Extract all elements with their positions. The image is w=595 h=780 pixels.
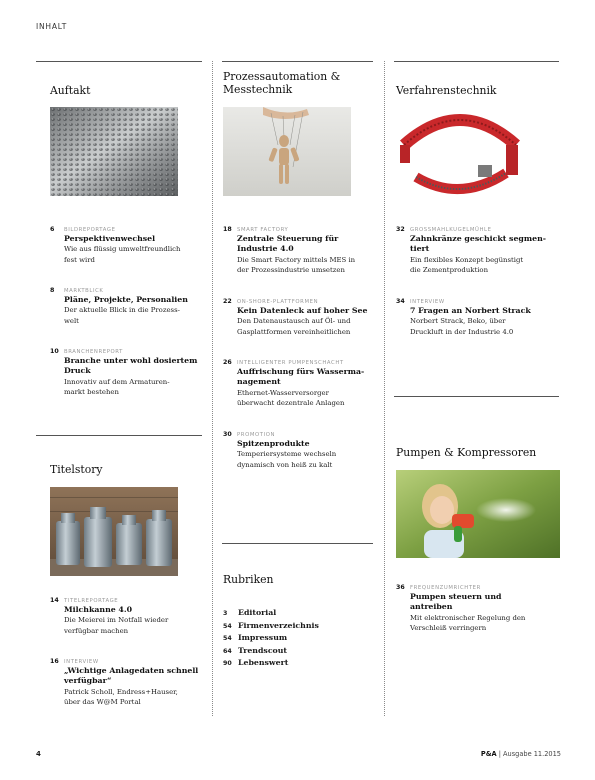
entry-description: Temperiersysteme wechseln dynamisch von heiß zu kalt [237, 450, 337, 469]
entry-kicker: INTERVIEW [64, 659, 99, 665]
entry-page-number: 16 [50, 658, 59, 665]
entry-title: Kein Datenleck auf hoher See [237, 306, 368, 315]
column-divider-left [212, 61, 213, 716]
rubrik-page: 90 [223, 660, 232, 667]
rubrik-page: 3 [223, 610, 228, 617]
entry-page-number: 14 [50, 597, 59, 604]
entry-kicker: ON-SHORE-PLATTFORMEN [237, 299, 319, 305]
entry-title: Pumpen steuern und antreiben [410, 592, 502, 612]
section-rule-rubriken [222, 543, 373, 544]
section-rule-pumpen [394, 396, 559, 397]
verfahren-image [396, 107, 524, 196]
milk-cans-icon [50, 487, 178, 576]
entry-description: Der aktuelle Blick in die Prozess- welt [64, 306, 180, 325]
column-divider-right [384, 61, 385, 716]
rubrik-editorial[interactable] [223, 608, 319, 621]
entry-title: Milchkanne 4.0 [64, 605, 133, 614]
entry-description: Ethernet-Wasserversorger überwacht dezentrale Anlagen [237, 388, 345, 408]
footer-issue-text: Ausgabe 11.2015 [503, 750, 561, 758]
entry-title: Pläne, Projekte, Personalien [64, 295, 188, 304]
toc-entry-wassermanagement[interactable] [223, 359, 373, 409]
section-title-rubriken: Rubriken [223, 573, 274, 586]
entry-page-number: 36 [396, 584, 405, 591]
entry-title: Perspektivenwechsel [64, 234, 156, 243]
entry-page-number: 22 [223, 298, 232, 305]
entry-kicker: BILDREPORTAGE [64, 227, 116, 233]
entry-description: Innovativ auf dem Armaturen- markt bestehen [64, 377, 170, 397]
entry-description: Patrick Scholl, Endress+Hauser, über das W@M Portal [64, 687, 178, 707]
titelstory-image [50, 487, 178, 576]
toc-entry-branche-unter-druck[interactable] [50, 348, 200, 398]
entry-title: Auffrischung fürs Wasserma- nagement [237, 367, 365, 387]
top-rule-col2 [222, 61, 373, 62]
entry-title: Branche unter wohl dosiertem Druck [64, 356, 198, 376]
entry-description: Wie aus flüssig umweltfreundlich fest wird [64, 245, 181, 264]
entry-description: Die Meierei im Notfall wieder verfügbar machen [64, 616, 169, 635]
entry-kicker: TITELREPORTAGE [64, 598, 119, 604]
entry-kicker: PROMOTION [237, 432, 276, 438]
rubriken-list [223, 608, 319, 671]
entry-kicker: GROSSMAHLKUGELMÜHLE [410, 227, 492, 233]
entry-description: Mit elektronischer Regelung den Verschleiß verringern [410, 613, 526, 633]
rubrik-page: 64 [223, 647, 232, 655]
toc-entry-anlagedaten[interactable] [50, 658, 200, 708]
footer-brand: P&A [480, 750, 497, 758]
entry-kicker: BRANCHENREPORT [64, 349, 123, 355]
toc-entry-norbert-strack[interactable] [396, 298, 546, 338]
entry-title: Zahnkränze geschickt segmen- tiert [410, 234, 546, 254]
rubrik-impressum[interactable] [223, 633, 319, 646]
puppet-on-strings-icon [223, 107, 351, 196]
rubrik-label: Impressum [238, 633, 288, 642]
toc-entry-zahnkraenze[interactable] [396, 226, 546, 276]
auftakt-image [50, 107, 178, 196]
toc-entry-perspektivenwechsel[interactable] [50, 226, 200, 266]
rubrik-lebenswert[interactable] [223, 658, 319, 671]
metal-plate-texture-icon [50, 107, 178, 196]
entry-kicker: INTELLIGENTER PUMPENSCHACHT [237, 360, 344, 366]
entry-kicker: FREQUENZUMRICHTER [410, 585, 481, 591]
rubrik-label: Lebenswert [238, 658, 289, 667]
section-title-verfahrenstechnik: Verfahrenstechnik [396, 84, 497, 97]
entry-page-number: 10 [50, 348, 59, 355]
girl-with-water-gun-icon [396, 470, 560, 558]
toc-entry-kein-datenleck[interactable] [223, 298, 373, 338]
red-ring-gear-icon [396, 107, 524, 196]
rubrik-label: Trendscout [238, 645, 288, 655]
footer-issue: P&A | Ausgabe 11.2015 [480, 750, 561, 758]
entry-kicker: INTERVIEW [410, 299, 445, 305]
rubrik-trendscout[interactable] [223, 646, 319, 659]
entry-page-number: 8 [50, 287, 55, 294]
top-rule-col1 [36, 61, 202, 62]
top-rule-col3 [394, 61, 559, 62]
pumpen-image [396, 470, 560, 558]
entry-page-number: 32 [396, 226, 405, 233]
entry-kicker: SMART FACTORY [237, 227, 289, 233]
entry-description: Norbert Strack, Beko, über Druckluft in der Industrie 4.0 [410, 317, 514, 336]
section-title-auftakt: Auftakt [50, 84, 91, 97]
entry-kicker: MARKTBLICK [64, 288, 104, 294]
rubrik-page: 54 [223, 635, 232, 642]
entry-page-number: 30 [223, 431, 232, 438]
toc-entry-pumpen-steuern[interactable] [396, 584, 546, 634]
entry-page-number: 34 [396, 298, 405, 305]
entry-description: Die Smart Factory mittels MES in der Prozessindustrie umsetzen [237, 255, 356, 275]
prozess-image [223, 107, 351, 196]
section-rule-titelstory [36, 435, 202, 436]
entry-description: Ein flexibles Konzept begünstigt die Zementproduktion [410, 255, 524, 275]
entry-title: 7 Fragen an Norbert Strack [410, 306, 531, 315]
rubrik-label: Editorial [238, 608, 277, 617]
footer-page-number: 4 [36, 750, 41, 758]
section-title-prozessautomation: Prozessautomation & Messtechnik [223, 70, 341, 96]
entry-title: „Wichtige Anlagedaten schnell verfügbar“ [64, 666, 199, 686]
rubrik-page: 54 [223, 622, 232, 630]
toc-entry-zentrale-steuerung[interactable] [223, 226, 373, 276]
section-title-titelstory: Titelstory [50, 463, 103, 476]
entry-title: Zentrale Steuerung für Industrie 4.0 [237, 234, 339, 254]
rubrik-firmenverzeichnis[interactable] [223, 621, 319, 634]
section-title-pumpen: Pumpen & Kompressoren [396, 446, 537, 459]
page-header-label: INHALT [36, 22, 68, 31]
toc-entry-plaene-projekte[interactable] [50, 287, 200, 327]
entry-description: Den Datenaustausch auf Öl- und Gasplattformen vereinheitlichen [237, 317, 351, 336]
entry-title: Spitzenprodukte [237, 439, 310, 448]
entry-page-number: 26 [223, 359, 232, 366]
entry-page-number: 18 [223, 226, 232, 233]
entry-page-number: 6 [50, 226, 55, 233]
toc-entry-milchkanne[interactable] [50, 597, 200, 637]
rubrik-label: Firmenverzeichnis [238, 620, 319, 630]
toc-entry-spitzenprodukte[interactable] [223, 431, 373, 471]
